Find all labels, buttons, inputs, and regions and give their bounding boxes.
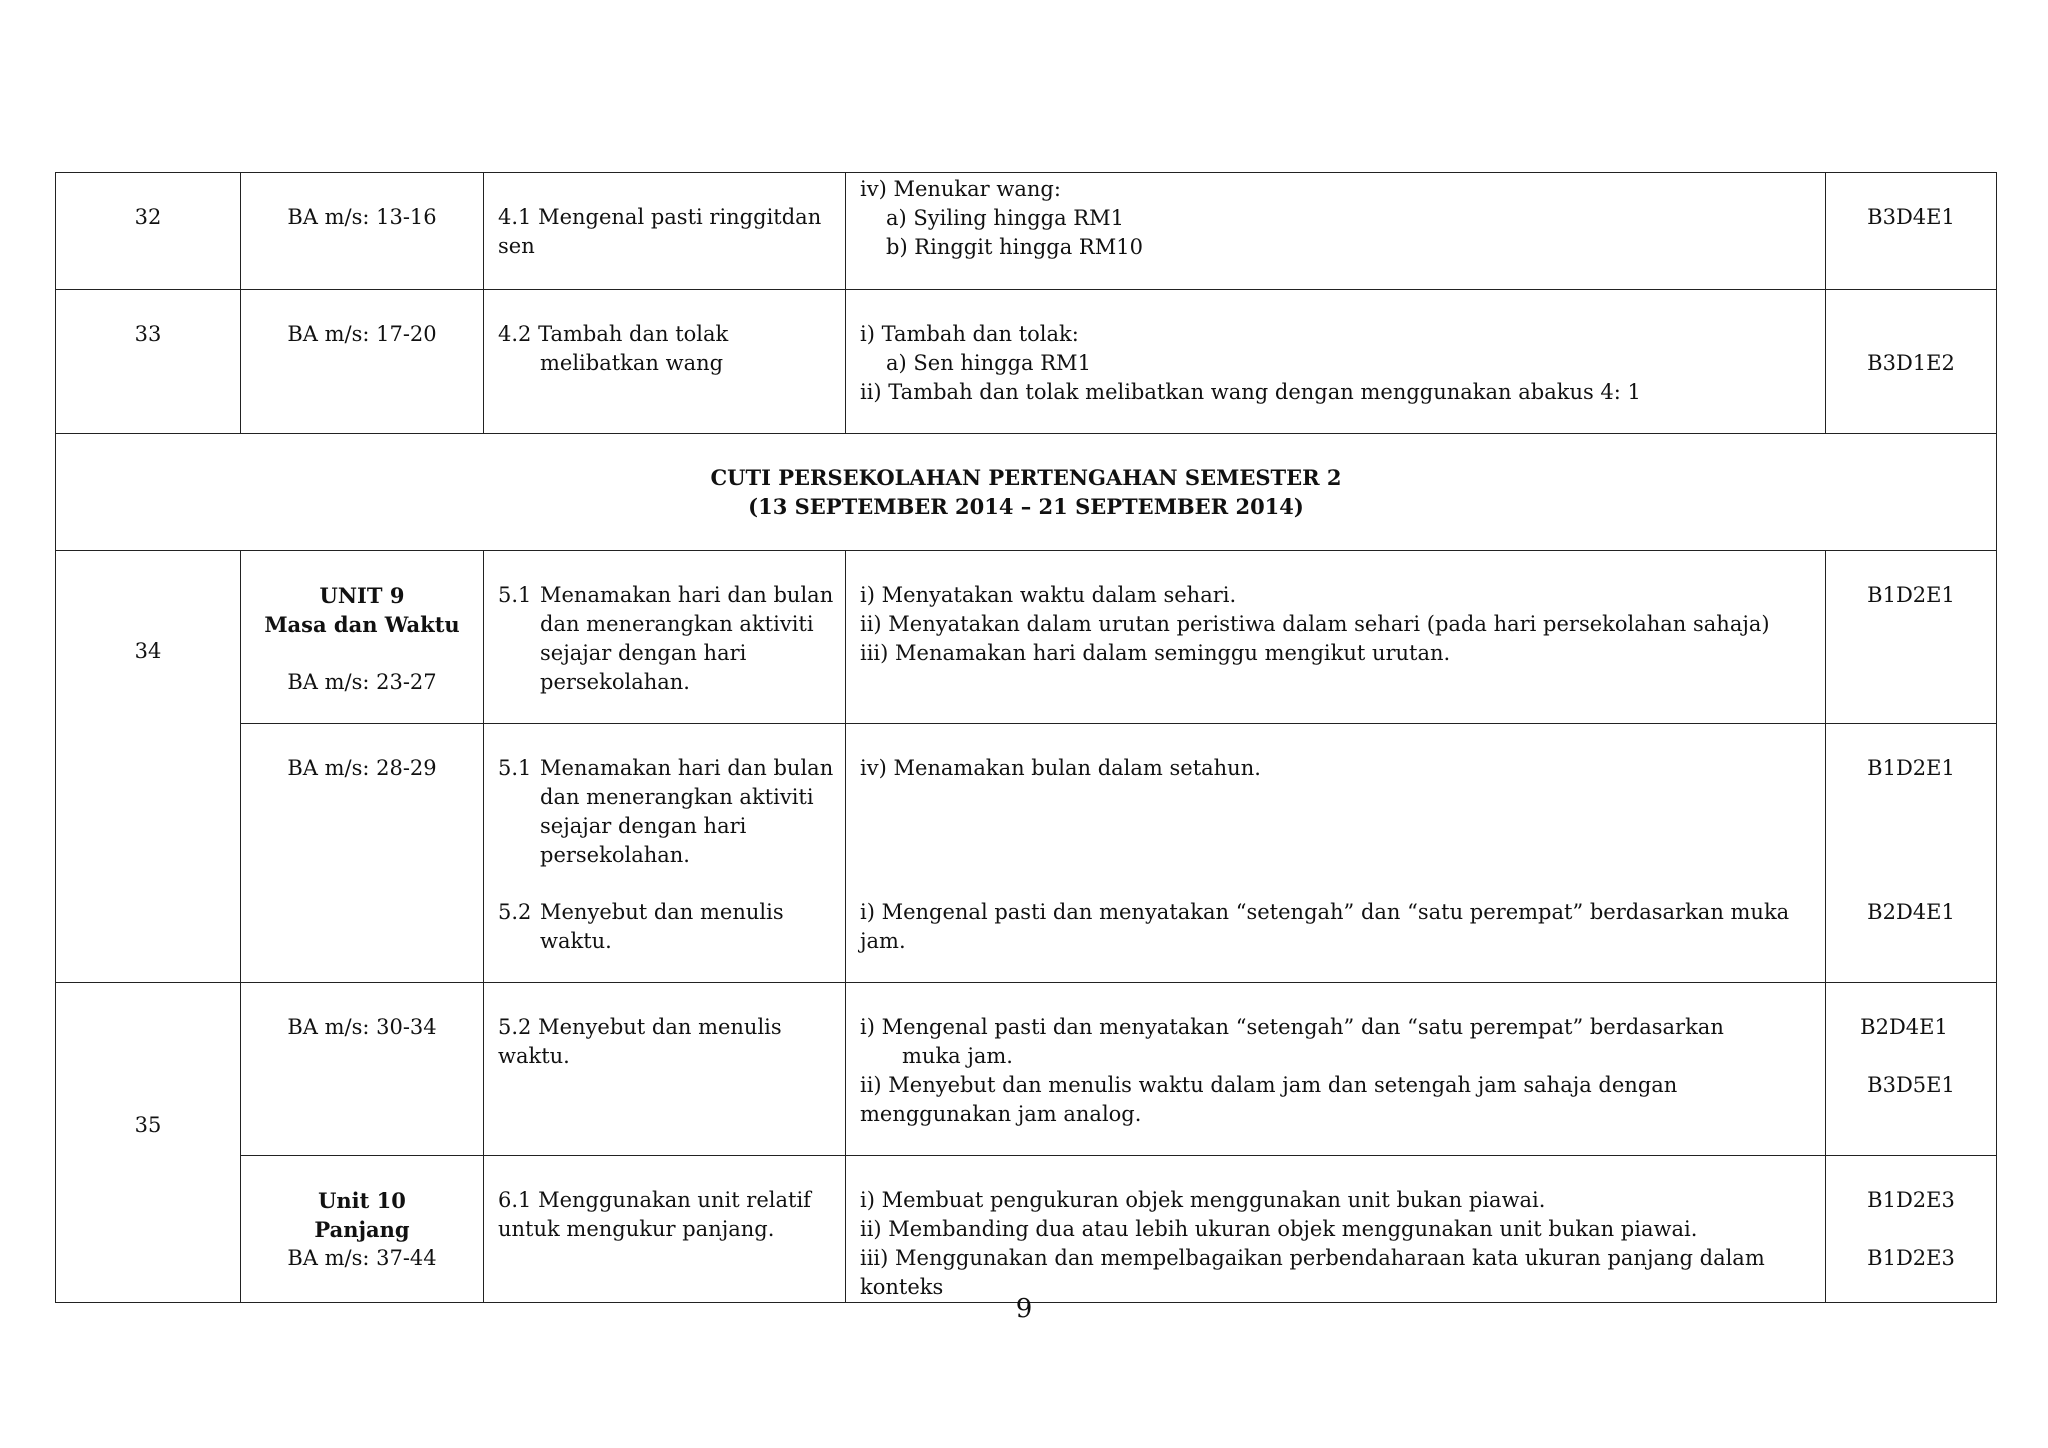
standard-text: persekolahan. — [540, 843, 690, 867]
code-cell — [1826, 551, 1997, 724]
page-reference: BA m/s: 17-20 — [287, 322, 437, 346]
standard-text: 5.2 Menyebut dan menulis — [498, 1015, 782, 1039]
page-reference: BA m/s: 28-29 — [287, 756, 437, 780]
reference-cell — [241, 1156, 484, 1303]
week-cell — [56, 290, 241, 434]
holiday-row — [56, 434, 1997, 551]
table-row — [56, 983, 1997, 1156]
learning-item: ii) Membanding dua atau lebih ukuran objek menggunakan unit bukan piawai. — [860, 1217, 1698, 1241]
learning-item: ii) Menyebut dan menulis waktu dalam jam dan setengah jam sahaja dengan — [860, 1073, 1678, 1097]
learning-item: konteks — [860, 1275, 944, 1299]
standard-text: dan menerangkan aktiviti — [540, 785, 814, 809]
standard-number: 5.2 — [498, 900, 532, 924]
reference-cell — [241, 551, 484, 724]
standard-number: 5.1 — [498, 756, 532, 780]
week-cell — [56, 173, 241, 290]
performance-code: B1D2E1 — [1867, 583, 1955, 607]
standard-cell — [484, 551, 846, 724]
learning-item: i) Membuat pengukuran objek menggunakan unit bukan piawai. — [860, 1188, 1546, 1212]
week-number: 33 — [134, 322, 162, 346]
learning-item: i) Mengenal pasti dan menyatakan “setengah” dan “satu perempat” berdasarkan — [860, 1015, 1724, 1039]
performance-code: B1D2E1 — [1867, 756, 1955, 780]
table-row — [56, 551, 1997, 724]
learning-item: iv) Menamakan bulan dalam setahun. — [860, 756, 1261, 780]
standard-number: 5.1 — [498, 583, 532, 607]
learning-item: menggunakan jam analog. — [860, 1102, 1142, 1126]
week-number: 32 — [134, 205, 162, 229]
week-cell — [56, 983, 241, 1303]
holiday-cell — [56, 434, 1997, 551]
standard-cell — [484, 1156, 846, 1303]
standard-text: sejajar dengan hari — [540, 641, 747, 665]
standard-text: sejajar dengan hari — [540, 814, 747, 838]
standard-text: Menamakan hari dan bulan — [540, 583, 834, 607]
unit-label: Unit 10 — [318, 1188, 406, 1213]
learning-cell — [846, 551, 1826, 724]
table-row — [56, 290, 1997, 434]
page-number: 9 — [1015, 1294, 1033, 1324]
page-reference: BA m/s: 30-34 — [287, 1015, 437, 1039]
reference-cell — [241, 983, 484, 1156]
standard-cell — [484, 724, 846, 983]
standard-text: persekolahan. — [540, 670, 690, 694]
holiday-dates: (13 SEPTEMBER 2014 – 21 SEPTEMBER 2014) — [748, 494, 1304, 519]
standard-text: 4.1 Mengenal pasti ringgitdan — [498, 205, 822, 229]
code-cell — [1826, 173, 1997, 290]
learning-item: jam. — [860, 929, 906, 953]
unit-title: Panjang — [314, 1217, 410, 1242]
learning-item: iii) Menamakan hari dalam seminggu mengikut urutan. — [860, 641, 1451, 665]
reference-cell — [241, 724, 484, 983]
performance-code: B3D5E1 — [1867, 1073, 1955, 1097]
page-reference: BA m/s: 23-27 — [287, 670, 437, 694]
week-number: 34 — [134, 639, 162, 663]
learning-item: ii) Tambah dan tolak melibatkan wang dengan menggunakan abakus 4: 1 — [860, 380, 1641, 404]
standard-text: untuk mengukur panjang. — [498, 1217, 775, 1241]
learning-item: a) Syiling hingga RM1 — [886, 206, 1124, 230]
code-cell — [1826, 1156, 1997, 1303]
page-reference: BA m/s: 37-44 — [287, 1246, 437, 1270]
standard-text: dan menerangkan aktiviti — [540, 612, 814, 636]
standard-text: 4.2 Tambah dan tolak — [498, 322, 729, 346]
standard-text: waktu. — [540, 929, 612, 953]
standard-text: sen — [498, 234, 535, 258]
standard-cell — [484, 173, 846, 290]
unit-label: UNIT 9 — [319, 583, 405, 608]
code-cell — [1826, 983, 1997, 1156]
learning-cell — [846, 290, 1826, 434]
learning-item: i) Menyatakan waktu dalam sehari. — [860, 583, 1237, 607]
learning-item: a) Sen hingga RM1 — [886, 351, 1091, 375]
performance-code: B2D4E1 — [1867, 900, 1955, 924]
standard-text: Menamakan hari dan bulan — [540, 756, 834, 780]
performance-code: B3D4E1 — [1867, 205, 1955, 229]
reference-cell — [241, 290, 484, 434]
holiday-title: CUTI PERSEKOLAHAN PERTENGAHAN SEMESTER 2 — [710, 465, 1342, 490]
learning-item: b) Ringgit hingga RM10 — [886, 235, 1143, 259]
learning-item: iii) Menggunakan dan mempelbagaikan perbendaharaan kata ukuran panjang dalam — [860, 1246, 1765, 1270]
performance-code: B2D4E1 — [1860, 1015, 1948, 1039]
standard-text: Menyebut dan menulis — [540, 900, 784, 924]
code-cell — [1826, 290, 1997, 434]
standard-cell — [484, 290, 846, 434]
performance-code: B1D2E3 — [1867, 1246, 1955, 1270]
performance-code: B1D2E3 — [1867, 1188, 1955, 1212]
table-row — [56, 173, 1997, 290]
code-cell — [1826, 724, 1997, 983]
unit-title: Masa dan Waktu — [264, 612, 460, 637]
learning-item: iv) Menukar wang: — [860, 177, 1061, 201]
learning-cell — [846, 724, 1826, 983]
learning-cell — [846, 983, 1826, 1156]
page-reference: BA m/s: 13-16 — [287, 205, 437, 229]
table-row — [56, 724, 1997, 983]
learning-item: i) Tambah dan tolak: — [860, 322, 1079, 346]
standard-text: 6.1 Menggunakan unit relatif — [498, 1188, 811, 1212]
table-row — [56, 1156, 1997, 1303]
learning-item: muka jam. — [902, 1044, 1013, 1068]
learning-cell — [846, 1156, 1826, 1303]
learning-cell — [846, 173, 1826, 290]
learning-item: ii) Menyatakan dalam urutan peristiwa dalam sehari (pada hari persekolahan sahaja) — [860, 612, 1770, 636]
reference-cell — [241, 173, 484, 290]
week-number: 35 — [134, 1113, 162, 1137]
standard-text: melibatkan wang — [540, 351, 724, 375]
lesson-plan-table — [55, 172, 1997, 1303]
week-cell — [56, 551, 241, 983]
learning-item: i) Mengenal pasti dan menyatakan “setengah” dan “satu perempat” berdasarkan muka — [860, 900, 1790, 924]
standard-cell — [484, 983, 846, 1156]
performance-code: B3D1E2 — [1867, 351, 1955, 375]
standard-text: waktu. — [498, 1044, 570, 1068]
